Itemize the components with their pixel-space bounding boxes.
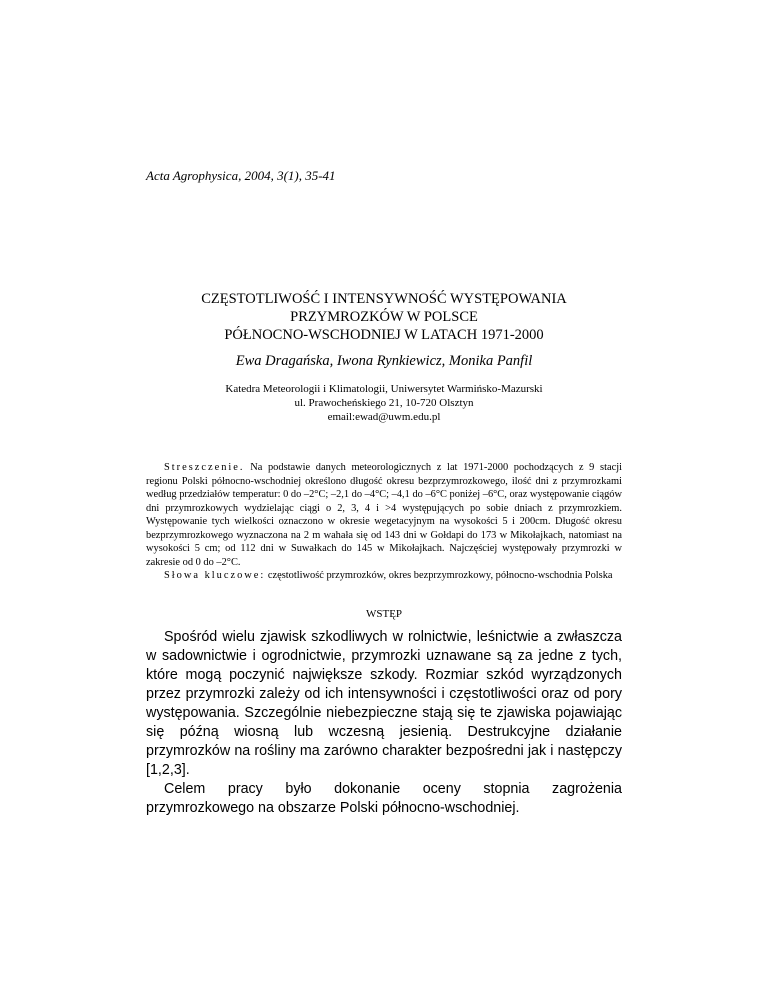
journal-citation: Acta Agrophysica, 2004, 3(1), 35-41 — [146, 168, 336, 183]
body-paragraph-2: Celem pracy było dokonanie oceny stopnia zagrożenia przymrozkowego na obszarze Polski północno-wschodniej. — [146, 781, 622, 816]
section-heading: WSTĘP — [365, 608, 403, 620]
affiliation-email: email:ewad@uwm.edu.pl — [327, 411, 441, 423]
title-line-1: CZĘSTOTLIWOŚĆ I INTENSYWNOŚĆ WYSTĘPOWANIA — [201, 291, 567, 307]
title-line-2: PRZYMROZKÓW W POLSCE — [290, 309, 478, 325]
keywords-label: Słowa kluczowe: — [164, 570, 266, 581]
abstract-paragraph — [146, 461, 622, 569]
body-text — [146, 628, 622, 818]
abstract-label: Streszczenie. — [164, 462, 245, 473]
affiliation-address: ul. Prawocheńskiego 21, 10-720 Olsztyn — [294, 397, 474, 409]
authors: Ewa Dragańska, Iwona Rynkiewicz, Monika Panfil — [235, 353, 533, 369]
affiliation — [146, 382, 622, 424]
keywords — [146, 569, 622, 583]
keywords-text: częstotliwość przymrozków, okres bezprzymrozkowy, północno-wschodnia Polska — [267, 570, 613, 581]
abstract-text: Na podstawie danych meteorologicznych z lat 1971-2000 pochodzących z 9 stacji regionu Polski północno-wschodniej określono długość okresu bezprzymrozkowego, ilość dni z przymrozkami według przedziałów temperatur: 0 do –2°C; –2,1 do –4°C; –4,1 do –6°C poniżej –6°C, oraz występowanie ciągów dni przymrozkowych wydzielając ciągi o 2, 3, 4 i >4 występujących po sobie dniach z przymrozkiem. Występowanie tych wielkości oznaczono w okresie wegetacyjnym na wysokości 5 i 200cm. Długość okresu bezprzymrozkowego wyznaczona na 2 m wahała się od 143 dni w Gołdapi do 173 w Mikołajkach, natomiast na wysokości 5 cm; od 112 dni w Suwałkach do 145 w Mikołajkach. Najczęściej występowały przymrozki w zakresie od 0 do –2°C. — [146, 462, 622, 568]
title-line-3: PÓŁNOCNO-WSCHODNIEJ W LATACH 1971-2000 — [224, 327, 544, 343]
article-title — [146, 290, 622, 344]
affiliation-institution: Katedra Meteorologii i Klimatologii, Uniwersytet Warmińsko-Mazurski — [225, 383, 543, 395]
abstract — [146, 461, 622, 583]
body-paragraph-1: Spośród wielu zjawisk szkodliwych w rolnictwie, leśnictwie a zwłaszcza w sadownictwie i ogrodnictwie, przymrozki uznawane są za jedne z tych, które mogą poczynić największe szkody. Rozmiar szkód wyrządzonych przez przymrozki zależy od ich intensywności i częstotliwości oraz od pory występowania. Szczególnie niebezpieczne stają się te zjawiska pojawiając się późną wiosną lub wczesną jesienią. Destrukcyjne działanie przymrozków na rośliny ma zarówno charakter bezpośredni jak i następczy [1,2,3]. — [146, 629, 622, 778]
